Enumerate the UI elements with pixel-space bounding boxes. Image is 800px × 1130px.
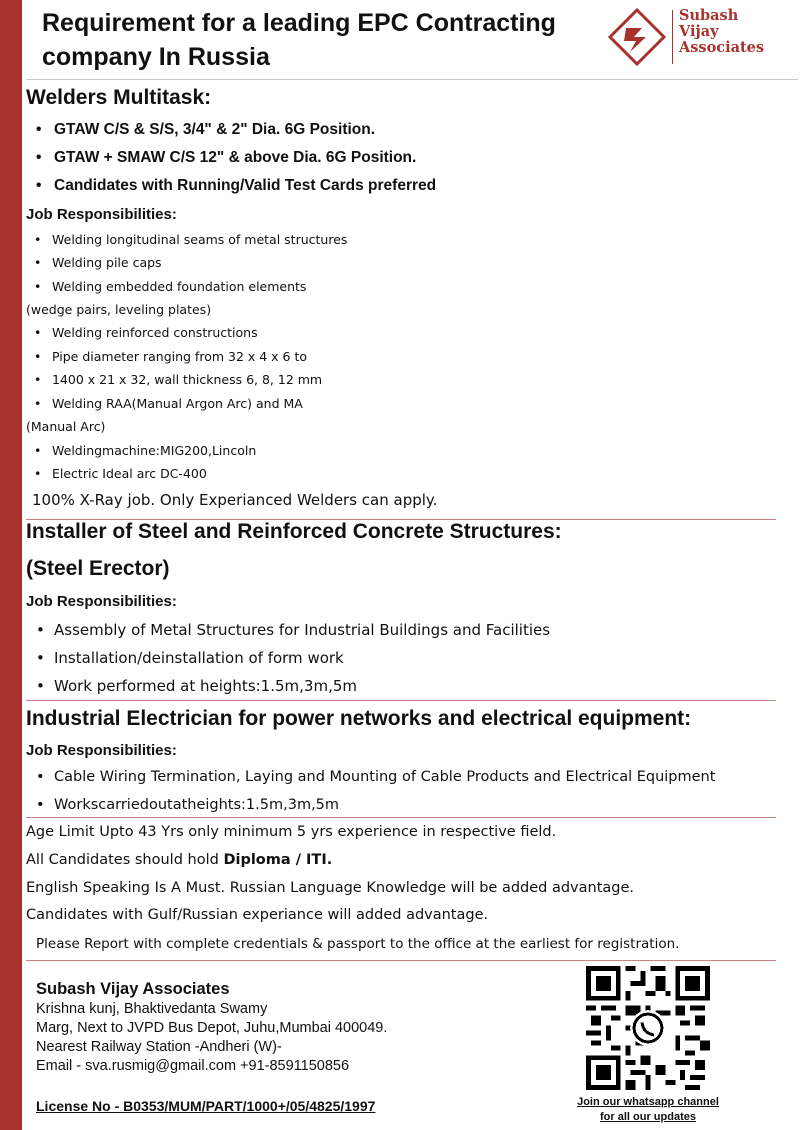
logo-text-line-2: Vijay	[679, 23, 719, 40]
logo-mark-icon	[608, 8, 666, 66]
title-line-2: company In Russia	[42, 43, 270, 71]
whatsapp-qr-code-icon[interactable]	[586, 966, 710, 1090]
language-text: English Speaking Is A Must. Russian Language Knowledge will be added advantage.	[26, 880, 635, 896]
list-item: • 1400 x 21 x 32, wall thickness 6, 8, 12 mm	[34, 372, 323, 387]
gulf-experience-text: Candidates with Gulf/Russian experiance will added advantage.	[26, 907, 489, 923]
installer-subtitle: (Steel Erector)	[26, 557, 170, 580]
list-item: • Electric Ideal arc DC-400	[34, 466, 207, 481]
page-title	[42, 6, 602, 74]
welders-requirement: • Candidates with Running/Valid Test Cards preferred	[36, 177, 437, 194]
list-item: • Installation/deinstallation of form work	[36, 649, 344, 667]
welders-title: Welders Multitask:	[26, 86, 212, 109]
list-item-continuation: (wedge pairs, leveling plates)	[26, 302, 212, 317]
logo-text-line-1: Subash	[679, 7, 739, 24]
address-line: Marg, Next to JVPD Bus Depot, Juhu,Mumbai 400049.	[36, 1020, 388, 1036]
list-item: • Assembly of Metal Structures for Industrial Buildings and Facilities	[36, 621, 551, 639]
welders-resp-title: Job Responsibilities:	[26, 206, 177, 223]
contact-line: Email - sva.rusmig@gmail.com +91-8591150856	[36, 1058, 350, 1074]
list-item: • Welding embedded foundation elements	[34, 279, 307, 294]
welders-note: 100% X-Ray job. Only Experianced Welders can apply.	[32, 491, 438, 509]
list-item: • Weldingmachine:MIG200,Lincoln	[34, 443, 257, 458]
list-item: • Welding pile caps	[34, 255, 162, 270]
list-item: • Cable Wiring Termination, Laying and Mounting of Cable Products and Electrical Equipment	[36, 769, 716, 785]
address-line: Nearest Railway Station -Andheri (W)-	[36, 1039, 282, 1055]
welders-requirement: • GTAW C/S & S/S, 3/4" & 2" Dia. 6G Position.	[36, 121, 376, 138]
list-item: • Work performed at heights:1.5m,3m,5m	[36, 677, 357, 695]
installer-resp-title: Job Responsibilities:	[26, 593, 177, 610]
list-item-continuation: (Manual Arc)	[26, 419, 106, 434]
age-limit-text: Age Limit Upto 43 Yrs only minimum 5 yrs experience in respective field.	[26, 824, 557, 840]
list-item: • Workscarriedoutatheights:1.5m,3m,5m	[36, 797, 340, 813]
list-item: • Welding longitudinal seams of metal structures	[34, 232, 348, 247]
title-line-1: Requirement for a leading EPC Contracting	[42, 9, 556, 37]
section-divider	[26, 960, 776, 961]
installer-title: Installer of Steel and Reinforced Concrete Structures:	[26, 520, 562, 543]
electrician-resp-title: Job Responsibilities:	[26, 742, 177, 759]
electrician-title: Industrial Electrician for power networks and electrical equipment:	[26, 707, 692, 730]
left-accent-stripe	[0, 0, 22, 1130]
logo-text-line-3: Associates	[679, 39, 765, 56]
list-item: • Welding reinforced constructions	[34, 325, 258, 340]
whatsapp-channel-link[interactable]: Join our whatsapp channel for all our updates	[577, 1096, 719, 1123]
license-number: License No - B0353/MUM/PART/1000+/05/4825/1997	[36, 1098, 376, 1114]
section-divider	[26, 817, 776, 818]
header-divider	[26, 79, 798, 80]
list-item: • Pipe diameter ranging from 32 x 4 x 6 to	[34, 349, 308, 364]
report-instruction: Please Report with complete credentials & passport to the office at the earliest for registration.	[36, 936, 680, 952]
section-divider	[26, 700, 776, 701]
list-item: • Welding RAA(Manual Argon Arc) and MA	[34, 396, 303, 411]
welders-requirement: • GTAW + SMAW C/S 12" & above Dia. 6G Position.	[36, 149, 417, 166]
company-logo	[606, 6, 796, 66]
address-line: Krishna kunj, Bhaktivedanta Swamy	[36, 1001, 268, 1017]
diploma-text: All Candidates should hold Diploma / ITI.	[26, 852, 333, 868]
company-name: Subash Vijay Associates	[36, 980, 230, 998]
